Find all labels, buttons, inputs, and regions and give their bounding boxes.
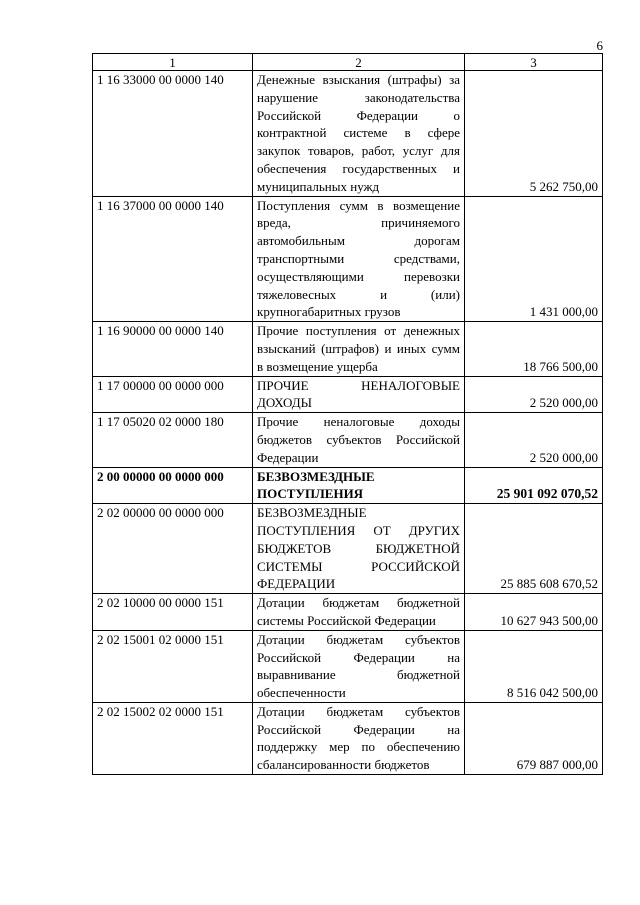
page-number: 6 (596, 38, 603, 53)
row-sum: 2 520 000,00 (465, 413, 603, 467)
row-name: Дотации бюджетам субъектов Российской Федерации на выравнивание бюджетной обеспеченности (253, 630, 465, 702)
row-code: 2 02 00000 00 0000 000 (93, 504, 253, 594)
table-row (93, 594, 603, 631)
header-col-3: 3 (465, 54, 603, 71)
row-name: Прочие неналоговые доходы бюджетов субъектов Российской Федерации (253, 413, 465, 467)
row-name: ПРОЧИЕ НЕНАЛОГОВЫЕ ДОХОДЫ (253, 376, 465, 413)
table-row (93, 413, 603, 467)
row-code: 1 17 00000 00 0000 000 (93, 376, 253, 413)
row-sum: 25 901 092 070,52 (465, 467, 603, 504)
row-sum: 10 627 943 500,00 (465, 594, 603, 631)
header-col-2: 2 (253, 54, 465, 71)
header-col-1: 1 (93, 54, 253, 71)
row-code: 1 16 90000 00 0000 140 (93, 322, 253, 376)
row-name: Дотации бюджетам субъектов Российской Федерации на поддержку мер по обеспечению сбалансированности бюджетов (253, 702, 465, 774)
row-code: 1 16 37000 00 0000 140 (93, 196, 253, 322)
table-row (93, 71, 603, 197)
row-name: Прочие поступления от денежных взысканий (штрафов) и иных сумм в возмещение ущерба (253, 322, 465, 376)
table-row-total (93, 467, 603, 504)
table-row (93, 504, 603, 594)
row-sum: 2 520 000,00 (465, 376, 603, 413)
row-sum: 8 516 042 500,00 (465, 630, 603, 702)
row-name: Поступления сумм в возмещение вреда, причиняемого автомобильным дорогам транспортными средствами, осуществляющими перевозки тяжеловесных и (или) крупногабаритных грузов (253, 196, 465, 322)
row-code: 1 17 05020 02 0000 180 (93, 413, 253, 467)
row-code: 2 02 10000 00 0000 151 (93, 594, 253, 631)
table-row (93, 376, 603, 413)
row-code: 1 16 33000 00 0000 140 (93, 71, 253, 197)
row-name: Дотации бюджетам бюджетной системы Российской Федерации (253, 594, 465, 631)
header-row (93, 54, 603, 71)
table-header (93, 54, 603, 71)
row-name: Денежные взыскания (штрафы) за нарушение законодательства Российской Федерации о контрактной системе в сфере закупок товаров, работ, услуг для обеспечения государственных и муниципальных нужд (253, 71, 465, 197)
table-row (93, 322, 603, 376)
row-code: 2 02 15002 02 0000 151 (93, 702, 253, 774)
row-sum: 5 262 750,00 (465, 71, 603, 197)
table-row (93, 196, 603, 322)
table-body (93, 71, 603, 775)
row-code: 2 02 15001 02 0000 151 (93, 630, 253, 702)
budget-table (92, 53, 603, 775)
row-code: 2 00 00000 00 0000 000 (93, 467, 253, 504)
row-name: БЕЗВОЗМЕЗДНЫЕ ПОСТУПЛЕНИЯ ОТ ДРУГИХ БЮДЖЕТОВ БЮДЖЕТНОЙ СИСТЕМЫ РОССИЙСКОЙ ФЕДЕРАЦИИ (253, 504, 465, 594)
row-sum: 25 885 608 670,52 (465, 504, 603, 594)
row-sum: 679 887 000,00 (465, 702, 603, 774)
table-row (93, 702, 603, 774)
table-row (93, 630, 603, 702)
row-sum: 18 766 500,00 (465, 322, 603, 376)
row-sum: 1 431 000,00 (465, 196, 603, 322)
row-name: БЕЗВОЗМЕЗДНЫЕ ПОСТУПЛЕНИЯ (253, 467, 465, 504)
